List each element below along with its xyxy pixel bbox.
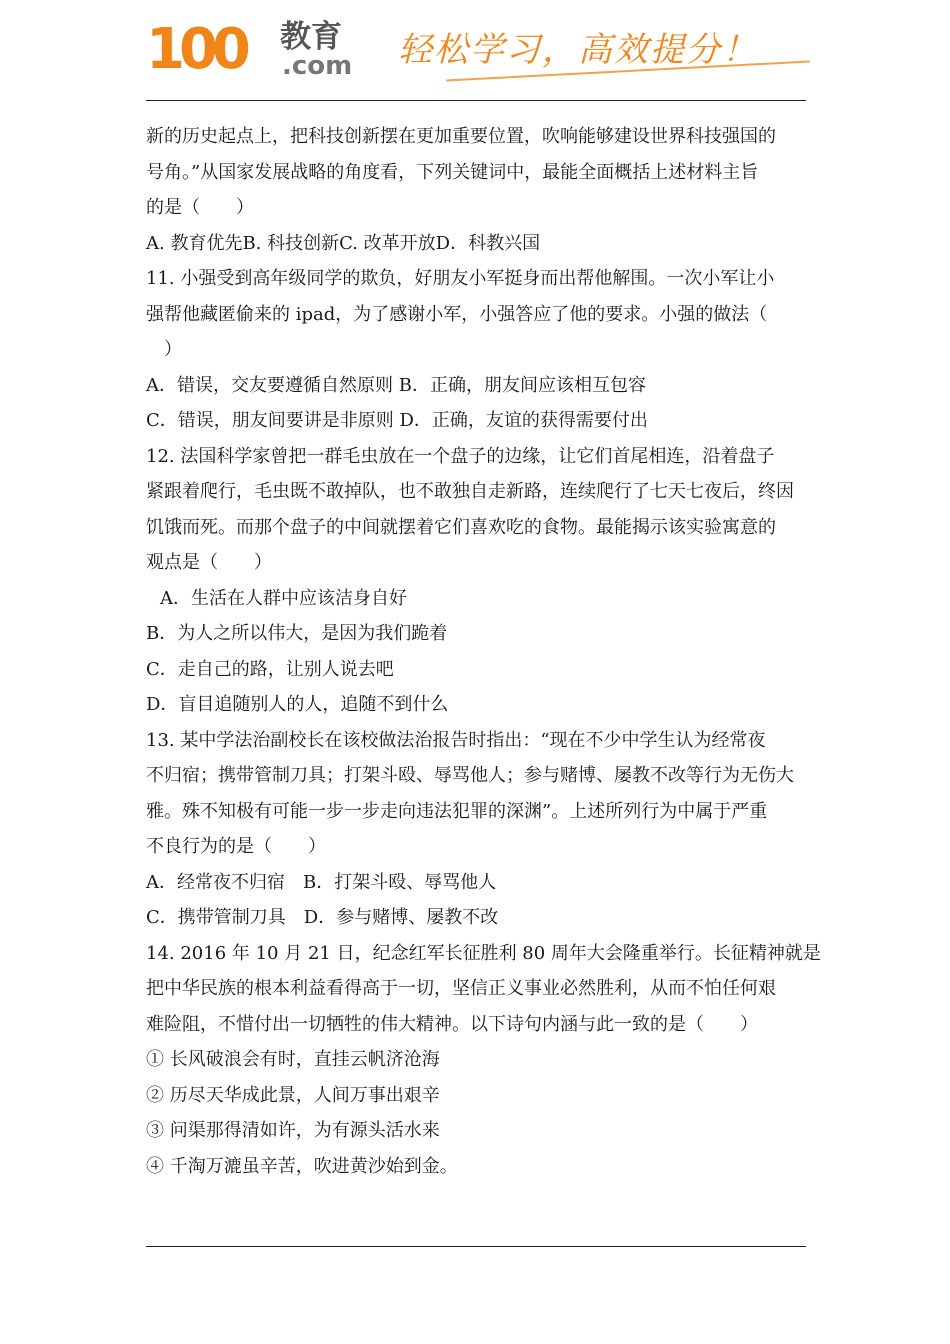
page-header (146, 14, 810, 90)
document-body (146, 119, 821, 1184)
q14-item-2: ② 历尽天华成此景，人间万事出艰辛 (146, 1084, 440, 1106)
text-line: 的是（ ） (146, 197, 254, 218)
q14-item-1: ① 长风破浪会有时，直挂云帆济沧海 (146, 1049, 440, 1070)
q12-option-c: C．走自己的路，让别人说去吧 (146, 658, 394, 680)
text-line: 不良行为的是（ ） (146, 836, 326, 857)
footer-divider (146, 1246, 806, 1247)
question-12: 12. 法国科学家曾把一群毛虫放在一个盘子的边缘，让它们首尾相连，沿着盘子 (146, 445, 775, 467)
q11-options-cd: C．错误，朋友间要讲是非原则 D．正确，友谊的获得需要付出 (146, 410, 648, 431)
text-line: 号角。”从国家发展战略的角度看，下列关键词中，最能全面概括上述材料主旨 (146, 161, 759, 183)
text-line: 雅。殊不知极有可能一步一步走向违法犯罪的深渊”。上述所列行为中属于严重 (146, 800, 768, 822)
q13-options-ab: A．经常夜不归宿 B．打架斗殴、辱骂他人 (146, 871, 497, 893)
text-line: ） (146, 339, 182, 360)
logo-chinese-text: 教育 (280, 19, 342, 55)
text-line: 观点是（ ） (146, 552, 272, 573)
text-line: 不归宿；携带管制刀具；打架斗殴、辱骂他人；参与赌博、屡教不改等行为无伤大 (146, 765, 794, 786)
text-line: 饥饿而死。而那个盘子的中间就摆着它们喜欢吃的食物。最能揭示该实验寓意的 (146, 516, 776, 538)
question-13: 13. 某中学法治副校长在该校做法治报告时指出：“现在不少中学生认为经常夜 (146, 729, 766, 751)
q14-item-3: ③ 问渠那得清如许，为有源头活水来 (146, 1120, 440, 1141)
text-line: 紧跟着爬行，毛虫既不敢掉队，也不敢独自走新路，连续爬行了七天七夜后，终因 (146, 481, 794, 502)
text-line: 强帮他藏匿偷来的 ipad，为了感谢小军，小强答应了他的要求。小强的做法（ (146, 303, 768, 325)
question-14: 14. 2016 年 10 月 21 日，纪念红军长征胜利 80 周年大会隆重举行。长征精神就是 (146, 942, 821, 964)
question-11: 11. 小强受到高年级同学的欺负，好朋友小军挺身而出帮他解围。一次小军让小 (146, 268, 775, 289)
q11-options-ab: A．错误，交友要遵循自然原则 B．正确，朋友间应该相互包容 (146, 374, 646, 396)
logo-com-text: .com (282, 51, 353, 81)
q12-option-d: D．盲目追随别人的人，追随不到什么 (146, 694, 449, 715)
q10-options: A. 教育优先B. 科技创新C. 改革开放D．科教兴国 (146, 232, 541, 254)
q13-options-cd: C．携带管制刀具 D．参与赌博、屡教不改 (146, 907, 499, 928)
text-line: 难险阻，不惜付出一切牺牲的伟大精神。以下诗句内涵与此一致的是（ ） (146, 1013, 758, 1035)
text-line: 把中华民族的根本利益看得高于一切，坚信正义事业必然胜利，从而不怕任何艰 (146, 978, 776, 999)
header-slogan: 轻松学习，高效提分！ (398, 30, 758, 70)
q12-option-a: A．生活在人群中应该洁身自好 (160, 587, 407, 609)
q14-item-4: ④ 千淘万漉虽辛苦，吹进黄沙始到金。 (146, 1155, 458, 1177)
q12-option-b: B．为人之所以伟大，是因为我们跪着 (146, 623, 448, 644)
text-line: 新的历史起点上，把科技创新摆在更加重要位置，吹响能够建设世界科技强国的 (146, 126, 776, 147)
header-divider (146, 100, 806, 101)
logo-number: 100 (146, 17, 245, 82)
